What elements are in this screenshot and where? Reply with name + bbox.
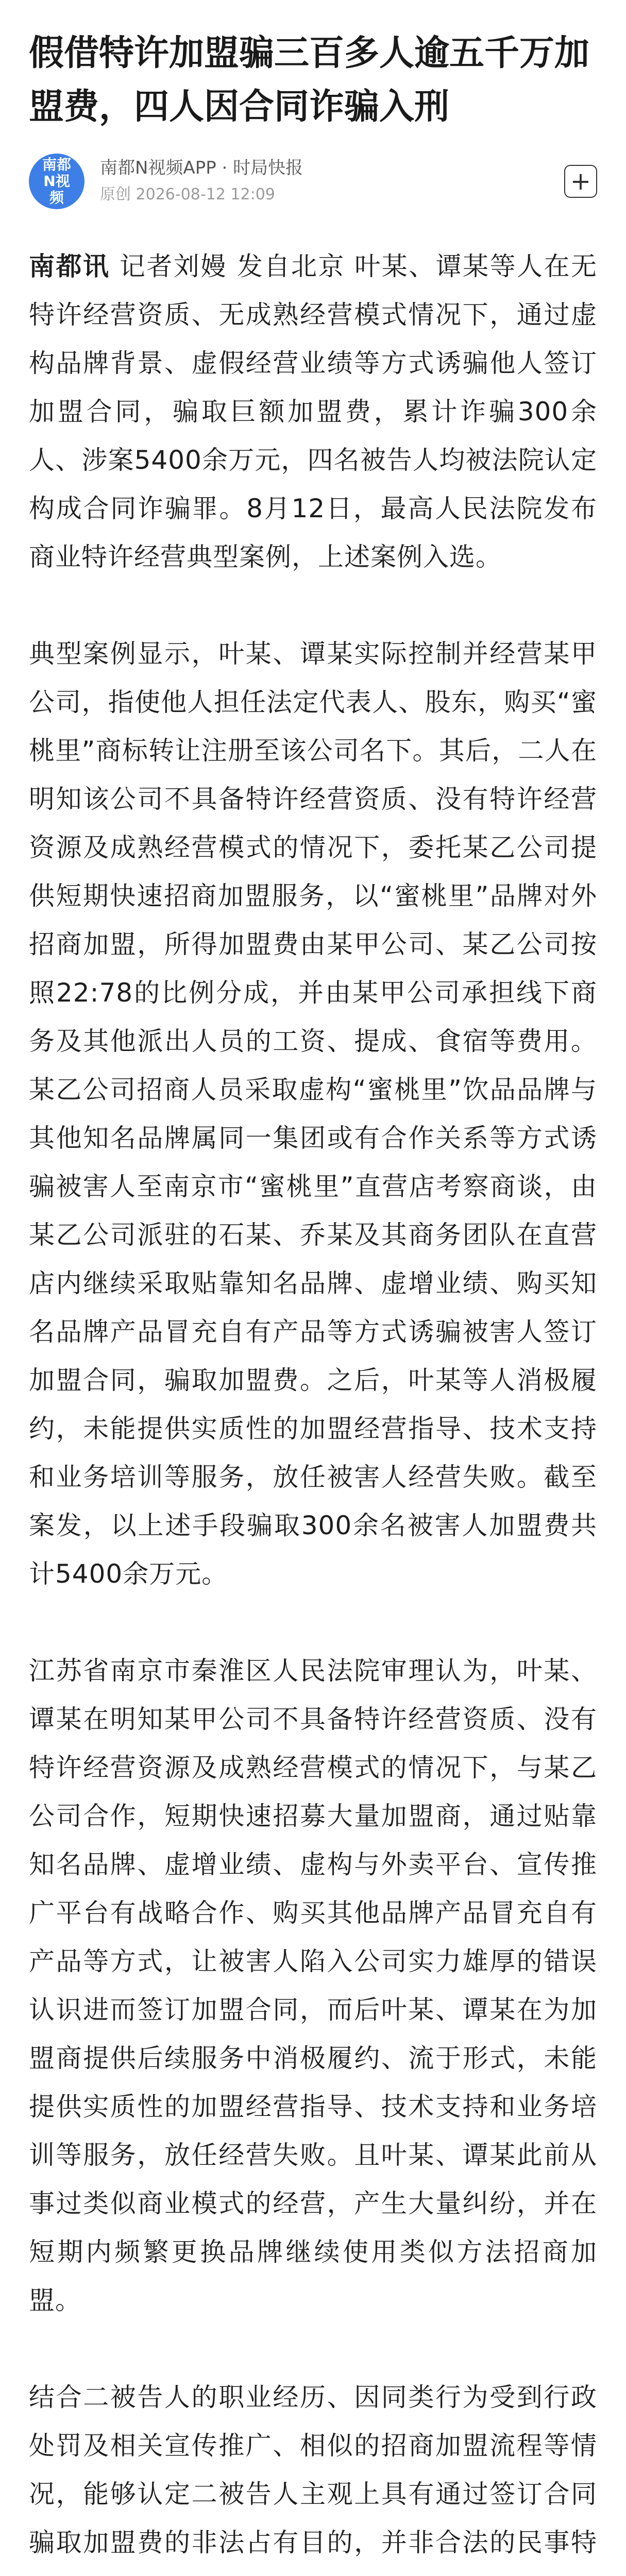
source-logo[interactable] [29,154,84,209]
paragraph-1-text: 记者刘嫚 发自北京 叶某、谭某等人在无特许经营资质、无成熟经营模式情况下，通过虚构品牌背景、虚假经营业绩等方式诱骗他人签订加盟合同，骗取巨额加盟费，累计诈骗300余人、涉案5400余万元，四名被告人均被法院认定构成合同诈骗罪。8月12日，最高人民法院发布商业特许经营典型案例，上述案例入选。 [29,251,597,572]
article-paragraph-1 [29,242,597,581]
source-name[interactable]: 南都N视频APP [100,158,216,178]
source-name-line [100,157,303,179]
plus-icon: + [570,167,591,196]
article-title: 假借特许加盟骗三百多人逾五千万加盟费，四人因合同诈骗入刑 [29,33,590,127]
article-paragraph-4: 结合二被告人的职业经历、因同类行为受到行政处罚及相关宣传推广、相似的招商加盟流程等情况，能够认定二被告人主观上具有通过签订合同骗取加盟费的非法占有目的，并非合法的民事特 [29,2382,597,2557]
lead-prefix: 南都讯 [29,251,110,281]
follow-button[interactable] [564,165,597,198]
article-paragraph-2: 典型案例显示，叶某、谭某实际控制并经营某甲公司，指使他人担任法定代表人、股东，购买“蜜桃里”商标转让注册至该公司名下。其后，二人在明知该公司不具备特许经营资质、没有特许经营资源及成熟经营模式的情况下，委托某乙公司提供短期快速招商加盟服务，以“蜜桃里”品牌对外招商加盟，所得加盟费由某甲公司、某乙公司按照22:78的比例分成，并由某甲公司承担线下商务及其他派出人员的工资、提成、食宿等费用。某乙公司招商人员采取虚构“蜜桃里”饮品品牌与其他知名品牌属同一集团或有合作关系等方式诱骗被害人至南京市“蜜桃里”直营店考察商谈，由某乙公司派驻的石某、乔某及其商务团队在直营店内继续采取贴靠知名品牌、虚增业绩、购买知名品牌产品冒充自有产品等方式诱骗被害人签订加盟合同，骗取加盟费。之后，叶某等人消极履约，未能提供实质性的加盟经营指导、技术支持和业务培训等服务，放任被害人经营失败。截至案发，以上述手段骗取300余名被害人加盟费共计5400余万元。 [29,639,597,1589]
source-row [29,154,597,210]
article-body [29,242,597,2576]
source-logo-text: 南都N视频 [42,156,71,206]
source-separator: · [216,158,233,178]
source-channel[interactable]: 时局快报 [233,158,303,178]
article-paragraph-3: 江苏省南京市秦淮区人民法院审理认为，叶某、谭某在明知某甲公司不具备特许经营资质、没有特许经营资源及成熟经营模式的情况下，与某乙公司合作，短期快速招募大量加盟商，通过贴靠知名品牌、虚增业绩、虚构与外卖平台、宣传推广平台有战略合作、购买其他品牌产品冒充自有产品等方式，让被害人陷入公司实力雄厚的错误认识进而签订加盟合同，而后叶某、谭某在为加盟商提供后续服务中消极履约、流于形式，未能提供实质性的加盟经营指导、技术支持和业务培训等服务，放任经营失败。且叶某、谭某此前从事过类似商业模式的经营，产生大量纠纷，并在短期内频繁更换品牌继续使用类似方法招商加盟。 [29,1656,597,2315]
publish-date: 原创 2026-08-12 12:09 [100,185,275,204]
